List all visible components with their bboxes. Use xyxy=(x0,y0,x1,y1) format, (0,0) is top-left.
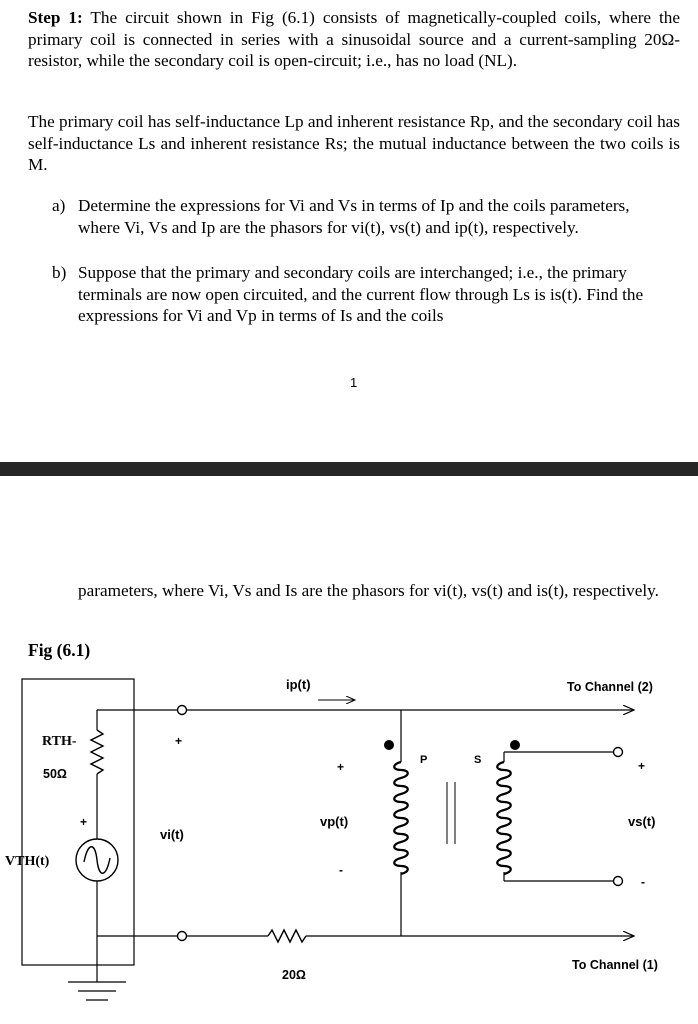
thevenin-box xyxy=(22,679,134,965)
page-number: 1 xyxy=(350,375,358,390)
step-label: Step 1: xyxy=(28,8,83,27)
coil-p-label: P xyxy=(420,754,428,766)
vi-label: vi(t) xyxy=(160,827,184,842)
rth-label: RTH- xyxy=(42,734,77,749)
terminal-vs-top xyxy=(614,748,623,757)
list-marker-a: a) xyxy=(52,196,66,215)
figure-title: Fig (6.1) xyxy=(28,640,91,660)
step1-paragraph xyxy=(28,7,680,72)
vp-minus-label: - xyxy=(339,863,343,877)
list-marker-b: b) xyxy=(52,263,67,282)
circuit-diagram xyxy=(0,664,698,1024)
channel2-label: To Channel (2) xyxy=(567,680,653,694)
channel1-label: To Channel (1) xyxy=(572,958,658,972)
inductance-paragraph: The primary coil has self-inductance Lp and inherent resistance Rp, and the secondary coil has self-inductance Ls and inherent resistance Rs; the mutual inductance between the two coils is M. xyxy=(28,112,680,174)
secondary-coil xyxy=(497,762,511,874)
vp-label: vp(t) xyxy=(320,814,349,829)
vp-plus-label: + xyxy=(337,760,345,774)
vth-label: VTH(t) xyxy=(5,854,50,869)
secondary-dot xyxy=(510,740,520,750)
question-a: Determine the expressions for Vi and Vs in terms of Ip and the coils parameters, where Vi, Vs and Ip are the phasors for vi(t), vs(t) and ip(t), respectively. xyxy=(78,196,630,237)
rth-resistor xyxy=(91,730,103,774)
sense-resistor xyxy=(268,930,306,942)
ground-icon xyxy=(68,936,126,1000)
vs-label: vs(t) xyxy=(628,814,656,829)
vi-plus-label: + xyxy=(175,734,183,748)
ac-source-icon xyxy=(76,839,118,881)
terminal-vi-bottom xyxy=(178,932,187,941)
ip-label: ip(t) xyxy=(286,677,311,692)
primary-dot xyxy=(384,740,394,750)
vs-minus-label: - xyxy=(641,875,645,889)
question-b-continuation: parameters, where Vi, Vs and Is are the phasors for vi(t), vs(t) and is(t), respectively. xyxy=(78,581,659,600)
terminal-vs-bottom xyxy=(614,877,623,886)
rth-value-label: 50Ω xyxy=(43,767,67,781)
document-page-2 xyxy=(0,476,698,1024)
vs-plus-label: + xyxy=(638,759,646,773)
step-intro: The circuit shown in Fig (6.1) consists of magnetically-coupled coils, where the primary coil is connected in series with a sinusoidal source and a current-sampling 20Ω-resistor, while the secondary coil is open-circuit; i.e., has no load (NL). xyxy=(28,8,680,70)
primary-coil xyxy=(394,762,408,874)
source-plus-label: + xyxy=(80,815,88,829)
page-divider xyxy=(0,462,698,476)
question-b: Suppose that the primary and secondary coils are interchanged; i.e., the primary terminals are now open circuited, and the current flow through Ls is is(t). Find the expressions for Vi and Vp in terms of Is and the coils xyxy=(78,263,644,325)
terminal-vi-top xyxy=(178,706,187,715)
document-page-1 xyxy=(0,0,698,462)
r20-label: 20Ω xyxy=(282,968,306,982)
coil-s-label: S xyxy=(474,754,482,766)
